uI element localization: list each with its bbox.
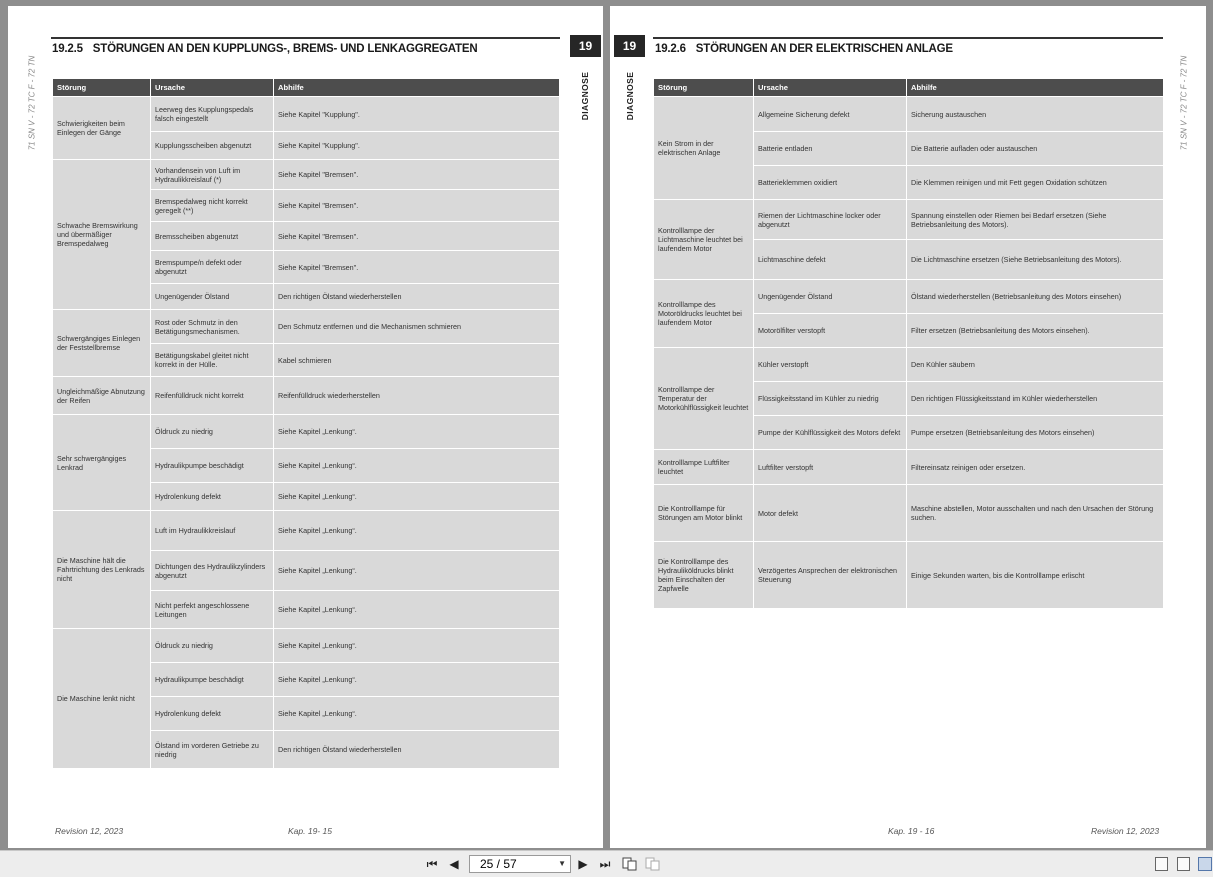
model-side-label: 71 SN V - 72 TC F - 72 TN bbox=[1179, 55, 1189, 151]
remedy-cell: Siehe Kapitel „Lenkung“. bbox=[274, 511, 560, 551]
section-number: 19.2.5 bbox=[52, 43, 83, 55]
header-rule bbox=[51, 37, 560, 39]
footer-revision: Revision 12, 2023 bbox=[55, 826, 124, 836]
remedy-cell: Filtereinsatz reinigen oder ersetzen. bbox=[907, 450, 1164, 485]
continuous-view-icon[interactable] bbox=[1177, 857, 1190, 871]
table-row bbox=[53, 377, 560, 415]
remedy-cell: Ölstand wiederherstellen (Betriebsanleitung des Motors einsehen) bbox=[907, 280, 1164, 314]
section-title-text: STÖRUNGEN AN DER ELEKTRISCHEN ANLAGE bbox=[695, 43, 953, 55]
page-indicator: 25 / 57 bbox=[480, 857, 517, 871]
fault-cell: Die Maschine hält die Fahrtrichtung des Lenkrads nicht bbox=[53, 511, 151, 629]
remedy-cell: Siehe Kapitel "Bremsen". bbox=[274, 251, 560, 284]
cause-cell: Ölstand im vorderen Getriebe zu niedrig bbox=[151, 731, 274, 769]
model-side-label: 71 SN V - 72 TC F - 72 TN bbox=[27, 55, 37, 151]
remedy-cell: Sicherung austauschen bbox=[907, 97, 1164, 132]
remedy-cell: Den Schmutz entfernen und die Mechanismen schmieren bbox=[274, 310, 560, 344]
column-header-remedy: Abhilfe bbox=[274, 79, 560, 97]
fault-cell: Kontrolllampe Luftfilter leuchtet bbox=[654, 450, 754, 485]
remedy-cell: Den richtigen Ölstand wiederherstellen bbox=[274, 731, 560, 769]
section-title-text: STÖRUNGEN AN DEN KUPPLUNGS-, BREMS- UND LENKAGGREGATEN bbox=[92, 43, 478, 55]
remedy-cell: Siehe Kapitel "Bremsen". bbox=[274, 190, 560, 222]
cause-cell: Luftfilter verstopft bbox=[754, 450, 907, 485]
column-header-cause: Ursache bbox=[151, 79, 274, 97]
remedy-cell: Den richtigen Flüssigkeitsstand im Kühler wiederherstellen bbox=[907, 382, 1164, 416]
cause-cell: Nicht perfekt angeschlossene Leitungen bbox=[151, 591, 274, 629]
remedy-cell: Einige Sekunden warten, bis die Kontrolllampe erlischt bbox=[907, 542, 1164, 609]
cause-cell: Reifenfülldruck nicht korrekt bbox=[151, 377, 274, 415]
remedy-cell: Maschine abstellen, Motor ausschalten und nach den Ursachen der Störung suchen. bbox=[907, 485, 1164, 542]
chevron-down-icon[interactable]: ▼ bbox=[558, 859, 566, 868]
fault-cell: Die Maschine lenkt nicht bbox=[53, 629, 151, 769]
remedy-cell: Filter ersetzen (Betriebsanleitung des Motors einsehen). bbox=[907, 314, 1164, 348]
fault-cell: Sehr schwergängiges Lenkrad bbox=[53, 415, 151, 511]
cause-cell: Ungenügender Ölstand bbox=[151, 284, 274, 310]
cause-cell: Luft im Hydraulikkreislauf bbox=[151, 511, 274, 551]
document-page-right bbox=[610, 6, 1206, 848]
cause-cell: Hydraulikpumpe beschädigt bbox=[151, 449, 274, 483]
fault-cell: Die Kontrolllampe des Hydrauliköldrucks blinkt beim Einschalten der Zapfwelle bbox=[654, 542, 754, 609]
cause-cell: Lichtmaschine defekt bbox=[754, 240, 907, 280]
section-title bbox=[52, 43, 477, 55]
footer-page-number: Kap. 19- 15 bbox=[288, 826, 332, 836]
table-row bbox=[654, 348, 1164, 382]
cause-cell: Batterieklemmen oxidiert bbox=[754, 166, 907, 200]
table-row bbox=[53, 97, 560, 132]
remedy-cell: Siehe Kapitel „Lenkung“. bbox=[274, 415, 560, 449]
cause-cell: Öldruck zu niedrig bbox=[151, 629, 274, 663]
cause-cell: Bremspumpe/n defekt oder abgenutzt bbox=[151, 251, 274, 284]
cause-cell: Dichtungen des Hydraulikzylinders abgenutzt bbox=[151, 551, 274, 591]
column-header-fault: Störung bbox=[654, 79, 754, 97]
fault-cell: Kontrolllampe der Lichtmaschine leuchtet bei laufendem Motor bbox=[654, 200, 754, 280]
cause-cell: Leerweg des Kupplungspedals falsch eingestellt bbox=[151, 97, 274, 132]
remedy-cell: Siehe Kapitel „Lenkung“. bbox=[274, 591, 560, 629]
section-title bbox=[655, 43, 953, 55]
cause-cell: Batterie entladen bbox=[754, 132, 907, 166]
remedy-cell: Die Klemmen reinigen und mit Fett gegen Oxidation schützen bbox=[907, 166, 1164, 200]
remedy-cell: Die Batterie aufladen oder austauschen bbox=[907, 132, 1164, 166]
table-row bbox=[654, 450, 1164, 485]
document-page-left bbox=[8, 6, 603, 848]
cause-cell: Kühler verstopft bbox=[754, 348, 907, 382]
table-row bbox=[53, 629, 560, 663]
cause-cell: Pumpe der Kühlflüssigkeit des Motors defekt bbox=[754, 416, 907, 450]
cause-cell: Flüssigkeitsstand im Kühler zu niedrig bbox=[754, 382, 907, 416]
chapter-number-badge: 19 bbox=[614, 35, 645, 57]
column-header-cause: Ursache bbox=[754, 79, 907, 97]
fault-cell: Die Kontrolllampe für Störungen am Motor blinkt bbox=[654, 485, 754, 542]
footer-revision: Revision 12, 2023 bbox=[1091, 826, 1160, 836]
table-row bbox=[654, 97, 1164, 132]
remedy-cell: Siehe Kapitel „Lenkung“. bbox=[274, 483, 560, 511]
next-page-icon[interactable]: ▶ bbox=[578, 857, 588, 871]
table-row bbox=[654, 200, 1164, 240]
page-number-field[interactable] bbox=[469, 855, 571, 873]
header-rule bbox=[653, 37, 1163, 39]
chapter-side-label: DIAGNOSE bbox=[625, 71, 635, 121]
cause-cell: Verzögertes Ansprechen der elektronischen Steuerung bbox=[754, 542, 907, 609]
remedy-cell: Pumpe ersetzen (Betriebsanleitung des Motors einsehen) bbox=[907, 416, 1164, 450]
remedy-cell: Den Kühler säubern bbox=[907, 348, 1164, 382]
remedy-cell: Siehe Kapitel „Lenkung“. bbox=[274, 449, 560, 483]
cause-cell: Betätigungskabel gleitet nicht korrekt in der Hülle. bbox=[151, 344, 274, 377]
cause-cell: Hydraulikpumpe beschädigt bbox=[151, 663, 274, 697]
footer-page-number: Kap. 19 - 16 bbox=[888, 826, 935, 836]
remedy-cell: Siehe Kapitel "Kupplung". bbox=[274, 97, 560, 132]
table-row bbox=[53, 415, 560, 449]
remedy-cell: Siehe Kapitel "Bremsen". bbox=[274, 160, 560, 190]
last-page-icon[interactable]: ⏭ bbox=[599, 856, 611, 871]
fault-table bbox=[52, 78, 560, 769]
table-row bbox=[654, 280, 1164, 314]
chapter-side-label: DIAGNOSE bbox=[580, 71, 590, 121]
fault-cell: Ungleichmäßige Abnutzung der Reifen bbox=[53, 377, 151, 415]
table-row bbox=[654, 542, 1164, 609]
fault-cell: Kontrolllampe der Temperatur der Motorkühlflüssigkeit leuchtet bbox=[654, 348, 754, 450]
fault-cell: Kontrolllampe des Motoröldrucks leuchtet bei laufendem Motor bbox=[654, 280, 754, 348]
pdf-navigation-toolbar bbox=[0, 850, 1213, 877]
cause-cell: Öldruck zu niedrig bbox=[151, 415, 274, 449]
remedy-cell: Kabel schmieren bbox=[274, 344, 560, 377]
remedy-cell: Siehe Kapitel „Lenkung“. bbox=[274, 629, 560, 663]
cause-cell: Hydrolenkung defekt bbox=[151, 483, 274, 511]
prev-page-icon[interactable]: ◀ bbox=[449, 857, 459, 871]
cause-cell: Hydrolenkung defekt bbox=[151, 697, 274, 731]
single-page-view-icon[interactable] bbox=[1155, 857, 1168, 871]
table-row bbox=[53, 160, 560, 190]
column-header-remedy: Abhilfe bbox=[907, 79, 1164, 97]
cause-cell: Rost oder Schmutz in den Betätigungsmechanismen. bbox=[151, 310, 274, 344]
cause-cell: Motor defekt bbox=[754, 485, 907, 542]
cause-cell: Kupplungsscheiben abgenutzt bbox=[151, 132, 274, 160]
cause-cell: Allgemeine Sicherung defekt bbox=[754, 97, 907, 132]
cause-cell: Bremspedalweg nicht korrekt geregelt (**) bbox=[151, 190, 274, 222]
remedy-cell: Siehe Kapitel „Lenkung“. bbox=[274, 551, 560, 591]
chapter-number-badge: 19 bbox=[570, 35, 601, 57]
page-arrange-icon[interactable] bbox=[621, 856, 637, 872]
table-row bbox=[654, 485, 1164, 542]
remedy-cell: Siehe Kapitel "Bremsen". bbox=[274, 222, 560, 251]
remedy-cell: Den richtigen Ölstand wiederherstellen bbox=[274, 284, 560, 310]
fault-table bbox=[653, 78, 1164, 609]
cause-cell: Riemen der Lichtmaschine locker oder abgenutzt bbox=[754, 200, 907, 240]
remedy-cell: Die Lichtmaschine ersetzen (Siehe Betriebsanleitung des Motors). bbox=[907, 240, 1164, 280]
fault-cell: Kein Strom in der elektrischen Anlage bbox=[654, 97, 754, 200]
remedy-cell: Reifenfülldruck wiederherstellen bbox=[274, 377, 560, 415]
cause-cell: Bremsscheiben abgenutzt bbox=[151, 222, 274, 251]
fault-cell: Schwergängiges Einlegen der Feststellbremse bbox=[53, 310, 151, 377]
remedy-cell: Siehe Kapitel "Kupplung". bbox=[274, 132, 560, 160]
fault-cell: Schwache Bremswirkung und übermäßiger Bremspedalweg bbox=[53, 160, 151, 310]
cause-cell: Ungenügender Ölstand bbox=[754, 280, 907, 314]
table-row bbox=[53, 310, 560, 344]
fault-cell: Schwierigkeiten beim Einlegen der Gänge bbox=[53, 97, 151, 160]
remedy-cell: Siehe Kapitel „Lenkung“. bbox=[274, 663, 560, 697]
cause-cell: Vorhandensein von Luft im Hydraulikkreislauf (*) bbox=[151, 160, 274, 190]
remedy-cell: Siehe Kapitel „Lenkung“. bbox=[274, 697, 560, 731]
cause-cell: Motorölfilter verstopft bbox=[754, 314, 907, 348]
column-header-fault: Störung bbox=[53, 79, 151, 97]
table-row bbox=[53, 511, 560, 551]
remedy-cell: Spannung einstellen oder Riemen bei Bedarf ersetzen (Siehe Betriebsanleitung des Motors). bbox=[907, 200, 1164, 240]
page-copy-icon[interactable] bbox=[644, 856, 660, 872]
section-number: 19.2.6 bbox=[655, 43, 686, 55]
two-page-view-icon[interactable] bbox=[1198, 857, 1212, 871]
first-page-icon[interactable]: ⏮ bbox=[426, 856, 438, 871]
